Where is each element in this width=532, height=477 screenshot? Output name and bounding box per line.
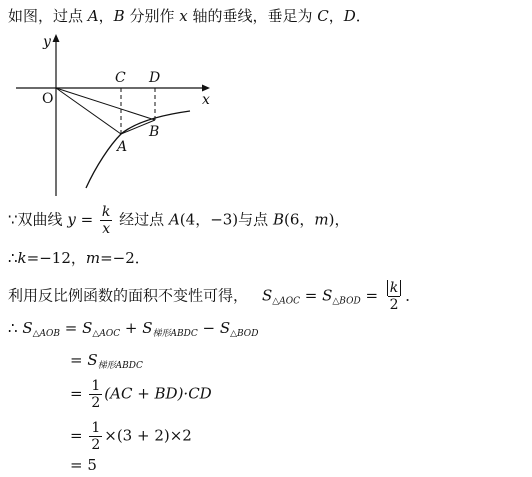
step1-close: )，	[328, 210, 350, 229]
x-axis-arrow	[202, 85, 210, 92]
y-axis-arrow	[53, 34, 60, 42]
fraction-numerator: k	[101, 204, 111, 220]
intro-comma: ，	[98, 7, 114, 25]
eq1-s1: S	[82, 319, 93, 337]
eq3-expr: (AC + BD)·CD	[104, 384, 212, 403]
step3-s2: S	[322, 286, 333, 305]
eq4-num: 1	[91, 420, 101, 436]
fraction-two: 2	[389, 297, 399, 313]
equation-line-3	[70, 378, 212, 411]
eq1-sub1: △AOC	[92, 329, 121, 339]
step1-y: y	[67, 210, 76, 229]
fraction-abs-k-over-2	[385, 280, 403, 313]
fraction-abs-k	[385, 280, 403, 296]
fraction-k-over-x	[100, 204, 112, 237]
hyperbola-curve	[86, 111, 190, 188]
figure-label-c: C	[115, 70, 126, 86]
intro-text-1: 如图，过点	[8, 7, 88, 25]
step1-text-3: 与点	[238, 210, 273, 229]
therefore-symbol: ∴	[8, 249, 18, 267]
point-c-label: C	[317, 7, 329, 25]
step3-sub2: △BOD	[332, 296, 361, 307]
step-hyperbola	[8, 204, 349, 237]
eq1-eq: =	[60, 319, 83, 337]
eq1-sub: △AOB	[32, 329, 61, 339]
step1-point-b: B	[272, 210, 284, 229]
because-symbol: ∵	[8, 210, 18, 229]
y-axis-label: y	[43, 34, 51, 50]
step2-m-value: =−2．	[100, 249, 150, 267]
step3-sub1: △AOC	[272, 296, 300, 307]
step1-text-2: 经过点	[114, 210, 169, 229]
therefore-symbol-2: ∴	[8, 319, 18, 337]
eq4-den: 2	[91, 437, 101, 453]
eq3-den: 2	[91, 395, 101, 411]
step2-k-value: =−12，	[26, 249, 86, 267]
equation-line-2	[70, 350, 143, 376]
step-area-invariance	[8, 280, 420, 313]
eq5-value: 5	[87, 456, 97, 474]
equation-line-1	[8, 318, 258, 344]
intro-comma-2: ，	[328, 7, 344, 25]
step3-s1: S	[262, 286, 273, 305]
point-b-label: B	[113, 7, 125, 25]
step1-eq: =	[75, 210, 98, 229]
eq1-sub2: 梯形ABDC	[152, 329, 198, 339]
figure-label-a: A	[117, 139, 128, 155]
eq5-eq: =	[70, 456, 88, 474]
step1-text-1: 双曲线	[17, 210, 68, 229]
step-values	[8, 248, 150, 268]
equation-line-5	[70, 455, 97, 475]
eq1-sub3: △BOD	[230, 329, 259, 339]
eq2-eq: =	[70, 351, 88, 369]
segment-oa	[56, 88, 121, 134]
x-label: x	[179, 7, 188, 25]
eq1-s2: S	[142, 319, 153, 337]
equation-line-4	[70, 420, 192, 453]
step2-m: m	[85, 249, 101, 267]
eq1-minus: −	[197, 319, 220, 337]
eq4-eq: =	[70, 426, 88, 445]
fraction-denominator: x	[102, 221, 111, 237]
origin-label: O	[42, 91, 54, 107]
step3-eq1: =	[299, 286, 323, 305]
eq2-s: S	[87, 351, 98, 369]
point-d-label: D	[343, 7, 356, 25]
intro-text-3: 轴的垂线，垂足为	[187, 7, 318, 25]
step3-eq2: =	[360, 286, 383, 305]
step3-text: 利用反比例函数的面积不变性可得，	[8, 286, 249, 305]
step3-end: ．	[405, 286, 421, 305]
segment-ob	[56, 88, 155, 120]
fraction-one-half	[89, 378, 102, 411]
figure-label-b: B	[149, 124, 160, 140]
eq1-s: S	[22, 319, 33, 337]
intro-end: ．	[355, 7, 371, 25]
intro-sentence	[8, 6, 371, 26]
step1-point-a: A	[168, 210, 180, 229]
step2-k: k	[17, 249, 27, 267]
abs-k-value: k	[387, 280, 401, 296]
step1-coord-b: (6，	[283, 210, 315, 229]
eq1-plus: +	[120, 319, 143, 337]
eq1-s3: S	[219, 319, 231, 337]
eq3-num: 1	[91, 378, 101, 394]
point-a-label: A	[87, 7, 99, 25]
fraction-one-half-2	[89, 420, 102, 453]
eq3-eq: =	[70, 384, 88, 403]
step1-coord-a: (4，−3)	[179, 210, 239, 229]
x-axis-label: x	[202, 92, 210, 108]
step1-m: m	[314, 210, 329, 229]
hyperbola-figure	[0, 28, 230, 200]
eq2-sub: 梯形ABDC	[97, 361, 143, 371]
figure-label-d: D	[149, 70, 161, 86]
intro-text-2: 分别作	[124, 7, 180, 25]
eq4-expr: ×(3 + 2)×2	[104, 426, 192, 445]
